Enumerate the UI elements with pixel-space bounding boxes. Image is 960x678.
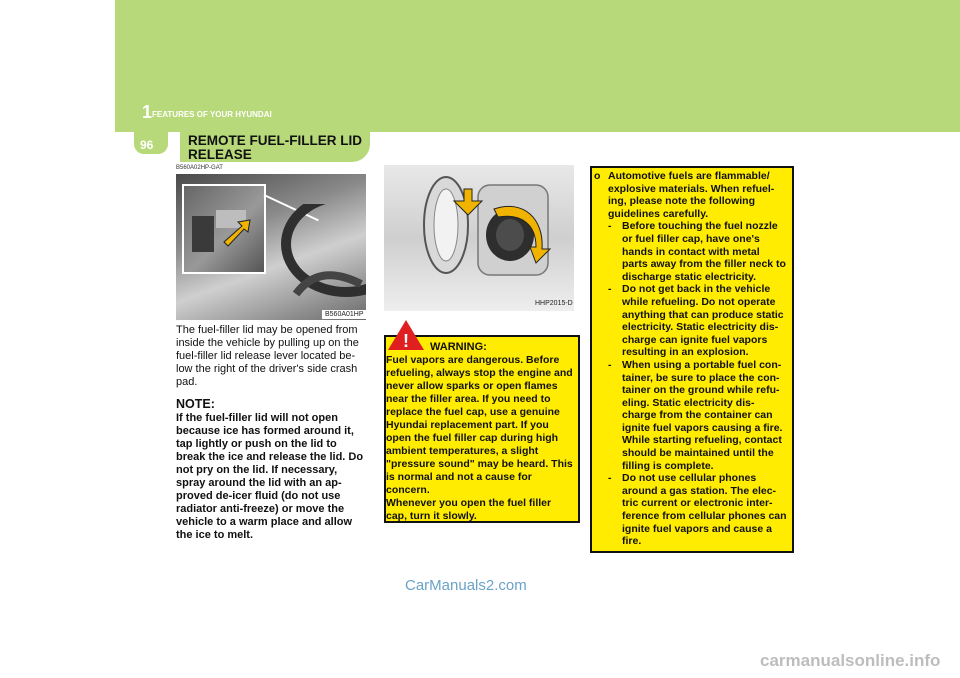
watermark-footer: carmanualsonline.info bbox=[760, 651, 941, 670]
caution-sub-text: Do not get back in the vehicle while refueling. Do not operate anything that can produce static electricity. Static electricity dis-charge can ignite fuel vapors resulting in an explosion. bbox=[622, 283, 784, 359]
intro-paragraph: The fuel-filler lid may be opened from inside the vehicle by pulling up on the fuel-filler lid release lever located be-low the right of the driver's side crash pad. bbox=[176, 324, 359, 388]
caution-sub-item bbox=[608, 359, 788, 472]
caution-sub-item bbox=[608, 220, 788, 283]
dash-marker: - bbox=[608, 472, 612, 485]
right-photo-label: HHP2015-D bbox=[535, 300, 573, 307]
chapter-number: 1 bbox=[142, 102, 153, 122]
dash-marker: - bbox=[608, 220, 612, 233]
caution-sub-text: Before touching the fuel nozzle or fuel filler cap, have one's hands in contact with metal parts away from the filler neck to discharge static electricity. bbox=[622, 220, 786, 283]
note-heading: NOTE: bbox=[176, 397, 215, 411]
caution-main-text: Automotive fuels are flammable/ explosive materials. When refuel-ing, please note the following guidelines carefully. bbox=[608, 170, 775, 220]
steering-wheel-shape bbox=[276, 204, 366, 314]
dash-marker: - bbox=[608, 283, 612, 296]
caution-list bbox=[594, 170, 788, 548]
caution-main-item bbox=[594, 170, 788, 220]
note-text: If the fuel-filler lid will not open because ice has formed around it, tap lightly or push on the lid to break the ice and release the lid. Do not pry on the lid. If necessary, spray around the lid with an ap-proved de-icer fluid (do not use radiator anti-freeze) or move the vehicle to a warm place and allow the ice to melt. bbox=[176, 412, 364, 541]
lever-photo bbox=[176, 174, 366, 320]
section-code: B560A02HP-GAT bbox=[176, 165, 223, 171]
section-title: REMOTE FUEL-FILLER LID RELEASE bbox=[188, 133, 362, 162]
dash-marker: - bbox=[608, 358, 612, 371]
warning-title: WARNING: bbox=[430, 341, 487, 353]
fuel-cap-photo bbox=[384, 165, 574, 311]
left-photo-label: B560A01HP bbox=[322, 310, 367, 319]
caution-sub-text: When using a portable fuel con-tainer, be sure to place the con-tainer on the ground while refu-eling. Static electricity dis-charge from the container can ignite fuel vapors causing a fire. While starting refueling, contact should be maintained until the filling is complete. bbox=[622, 358, 783, 472]
caution-sub-item bbox=[608, 472, 788, 548]
caution-sub-item bbox=[608, 283, 788, 359]
caution-sub-text: Do not use cellular phones around a gas station. The elec-tric current or electronic inter-ference from cellular phones can ignite fuel vapors and cause a fire. bbox=[622, 472, 787, 548]
fuel-cap-illustration bbox=[384, 165, 574, 311]
warning-text: Fuel vapors are dangerous. Before refueling, always stop the engine and never allow sparks or open flames near the filler area. If you need to replace the fuel cap, use a genuine Hyundai replacement part. If you open the fuel filler cap during high ambient temperatures, a slight "pressure sound" may be heard. This is normal and not a cause for concern. Whenever you open the fuel filler cap, turn it slowly. bbox=[386, 354, 573, 522]
lever-arrow-icon bbox=[184, 186, 264, 272]
lever-inset-photo bbox=[182, 184, 266, 274]
bullet-marker: o bbox=[594, 170, 601, 182]
chapter-title: FEATURES OF YOUR HYUNDAI bbox=[152, 110, 272, 119]
page-number: 96 bbox=[140, 138, 154, 152]
warning-exclamation: ! bbox=[403, 331, 409, 351]
watermark-link[interactable]: CarManuals2.com bbox=[405, 577, 527, 594]
